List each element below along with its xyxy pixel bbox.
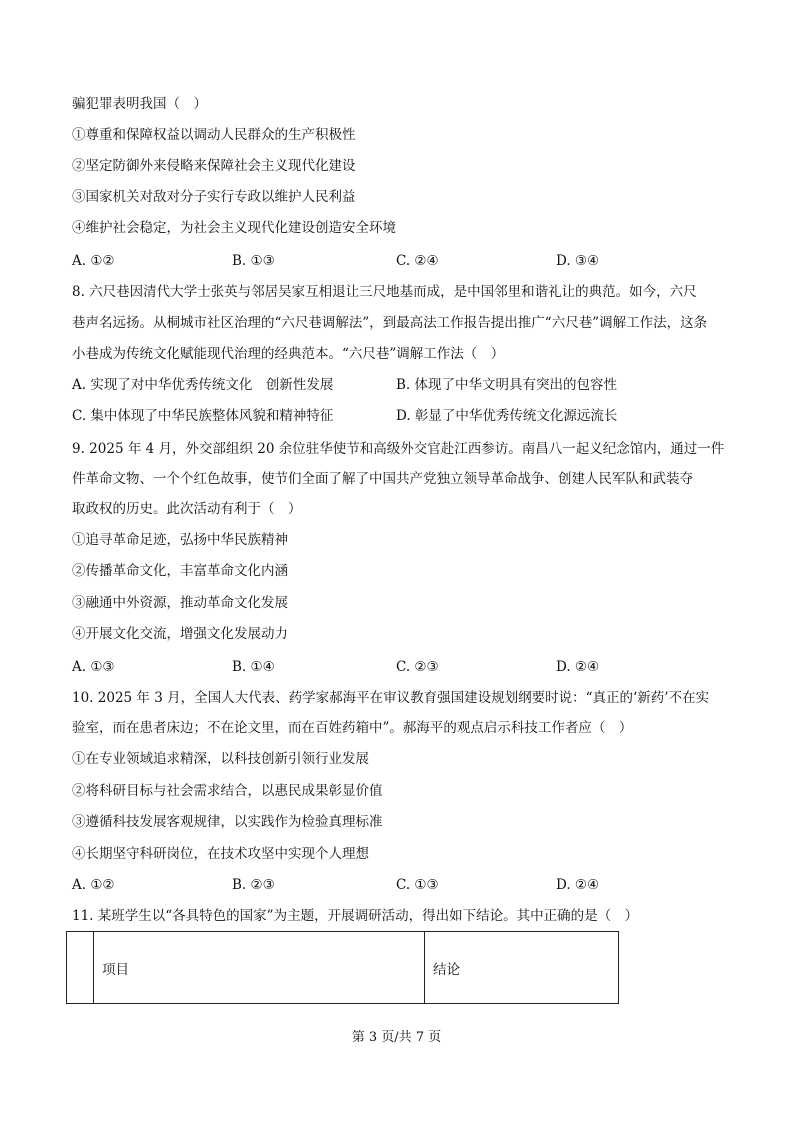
q9-item-3: ③融通中外资源，推动革命文化发展 — [72, 595, 288, 611]
table-index-cell — [67, 932, 94, 1003]
q7-option-d: D. ③④ — [556, 253, 600, 269]
q10-item-3: ③遵循科技发展客观规律，以实践作为检验真理标准 — [72, 814, 383, 830]
q8-option-c: C. 集中体现了中华民族整体风貌和精神特征 — [72, 408, 334, 424]
q11-stem: 11. 某班学生以“各具特色的国家”为主题，开展调研活动，得出如下结论。其中正确的是（ ） — [72, 908, 639, 924]
q10-item-4: ④长期坚守科研岗位，在技术攻坚中实现个人理想 — [72, 846, 369, 862]
q8-stem-line-2: 巷声名远扬。从桐城市社区治理的“六尺巷调解法”，到最高法工作报告提出推广“六尺巷”调解工作法，这条 — [72, 315, 708, 331]
q9-stem-line-3: 取政权的历史。此次活动有利于（ ） — [72, 501, 302, 517]
table-item-header-cell — [94, 932, 425, 1003]
q9-option-a: A. ①③ — [72, 659, 115, 675]
q8-option-a: A. 实现了对中华优秀传统文化 创新性发展 — [72, 377, 334, 393]
table-conclusion-header-cell — [425, 932, 618, 1003]
q10-item-2: ②将科研目标与社会需求结合，以惠民成果彰显价值 — [72, 783, 383, 799]
q7-option-b: B. ①③ — [232, 253, 275, 269]
q7-item-1: ①尊重和保障权益以调动人民群众的生产积极性 — [72, 127, 356, 143]
q9-option-c: C. ②③ — [396, 659, 439, 675]
q7-item-4: ④维护社会稳定，为社会主义现代化建设创造安全环境 — [72, 220, 396, 236]
q7-option-a: A. ①② — [72, 253, 115, 269]
q11-table — [66, 931, 619, 1004]
q7-item-3: ③国家机关对敌对分子实行专政以维护人民利益 — [72, 189, 356, 205]
q9-option-b: B. ①④ — [232, 659, 275, 675]
q10-stem-line-2: 验室，而在患者床边；不在论文里，而在百姓药箱中”。郝海平的观点启示科技工作者应（ ） — [72, 720, 633, 736]
table-item-header: 项目 — [102, 962, 129, 978]
q7-item-2: ②坚定防御外来侵略来保障社会主义现代化建设 — [72, 158, 356, 174]
q9-option-d: D. ②④ — [556, 659, 600, 675]
q10-option-a: A. ①② — [72, 877, 115, 893]
q9-item-4: ④开展文化交流，增强文化发展动力 — [72, 626, 288, 642]
q10-stem-line-1: 10. 2025 年 3 月，全国人大代表、药学家郝海平在审议教育强国建设规划纲要时说：“真正的‘新药’不在实 — [72, 690, 710, 706]
page-number-footer: 第 3 页/共 7 页 — [351, 1030, 442, 1045]
q9-item-2: ②传播革命文化，丰富革命文化内涵 — [72, 563, 288, 579]
q9-item-1: ①追寻革命足迹，弘扬中华民族精神 — [72, 532, 288, 548]
q8-option-d: D. 彰显了中华优秀传统文化源远流长 — [396, 408, 618, 424]
q8-option-b: B. 体现了中华文明具有突出的包容性 — [396, 377, 618, 393]
q7-option-c: C. ②④ — [396, 253, 439, 269]
q8-stem-line-3: 小巷成为传统文化赋能现代治理的经典范本。“六尺巷”调解工作法（ ） — [72, 346, 505, 362]
q10-item-1: ①在专业领域追求精深，以科技创新引领行业发展 — [72, 751, 369, 767]
q9-stem-line-1: 9. 2025 年 4 月，外交部组织 20 余位驻华使节和高级外交官赴江西参访。南昌八一起义纪念馆内，通过一件 — [72, 441, 725, 457]
q7-stem-tail: 骗犯罪表明我国（ ） — [72, 96, 207, 112]
q10-option-d: D. ②④ — [556, 877, 600, 893]
q9-stem-line-2: 件革命文物、一个个红色故事，使节们全面了解了中国共产党独立领导革命战争、创建人民军队和武装夺 — [72, 471, 693, 487]
q10-option-c: C. ①③ — [396, 877, 439, 893]
q10-option-b: B. ②③ — [232, 877, 275, 893]
q8-stem-line-1: 8. 六尺巷因清代大学士张英与邻居吴家互相退让三尺地基而成，是中国邻里和谐礼让的典范。如今，六尺 — [72, 284, 697, 300]
table-conclusion-header: 结论 — [433, 962, 460, 978]
